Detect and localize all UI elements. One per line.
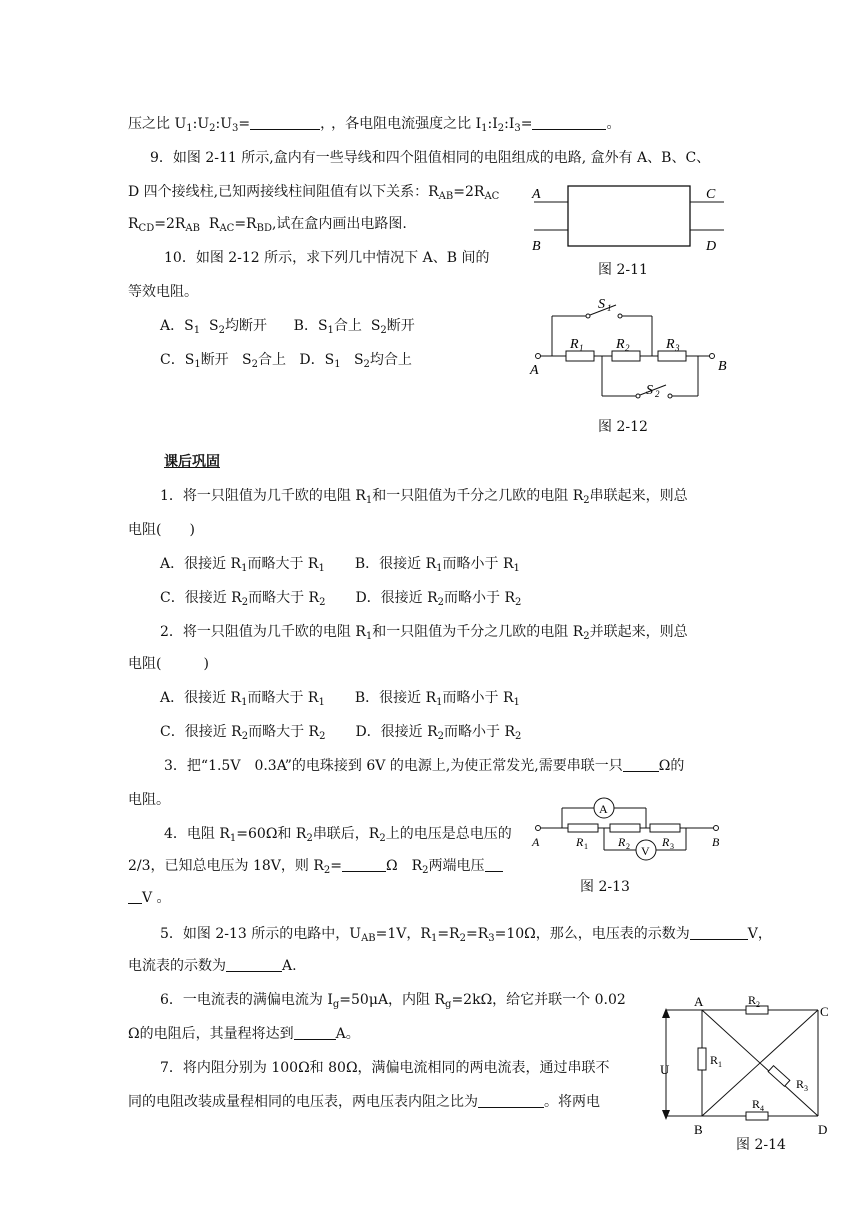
terminal-b: B <box>712 835 720 849</box>
figure-2-12 <box>528 292 728 412</box>
caption-2-11: 图 2-11 <box>598 262 648 278</box>
terminal-a: A <box>532 187 541 202</box>
section-title: 课后巩固 <box>164 454 220 470</box>
svg-text:1: 1 <box>607 303 612 313</box>
q10-line2: 等效电阻。 <box>128 284 198 300</box>
p4-line1: 4．电阻 $R_1=60\Omega$和 $R_2$串联后，$R_2$上的电压是总电压的 <box>164 826 512 844</box>
p6-line2: Ω的电阻后，其量程将达到 A。 <box>128 1026 360 1042</box>
caption-2-13: 图 2-13 <box>580 879 630 895</box>
q10-options-1: A．$S_1$ $S_2$均断开 B．$S_1$合上 $S_2$断开 <box>160 318 415 336</box>
blank <box>250 115 320 130</box>
p2-line2: 电阻( ) <box>128 656 209 672</box>
figure-2-13 <box>532 802 732 878</box>
p2-options-2: C．很接近 $R_2$而略大于 $R_2$ D．很接近 $R_2$而略小于 $R_2$ <box>160 724 522 742</box>
blank <box>485 857 503 872</box>
caption-2-14: 图 2-14 <box>736 1137 786 1153</box>
p1-options-1: A．很接近 $R_1$而略大于 $R_1$ B．很接近 $R_1$而略小于 $R_1$ <box>160 556 520 574</box>
node-c: C <box>820 1004 829 1019</box>
switch-s1-label: S <box>598 297 605 312</box>
svg-text:R: R <box>752 1097 761 1111</box>
p5-line2: 电流表的示数为 A. <box>128 958 297 974</box>
svg-text:2: 2 <box>626 842 630 851</box>
svg-text:3: 3 <box>675 343 680 353</box>
q9-line2: D 四个接线柱,已知两接线柱间阻值有以下关系：$R_{AB}=2R_{AC}$ <box>128 184 500 202</box>
figure-2-11 <box>530 180 730 260</box>
svg-text:3: 3 <box>670 842 674 851</box>
u-label: U <box>660 1062 670 1077</box>
svg-text:1: 1 <box>579 343 584 353</box>
p7-line1: 7．将内阻分别为 100Ω和 80Ω，满偏电流相同的两电流表，通过串联不 <box>160 1060 610 1076</box>
svg-text:R: R <box>576 835 584 849</box>
p2-options-1: A．很接近 $R_1$而略大于 $R_1$ B．很接近 $R_1$而略小于 $R_1$ <box>160 690 520 708</box>
terminal-d: D <box>706 239 717 254</box>
r1-label: R <box>570 337 579 352</box>
blank <box>532 115 606 130</box>
q9-line3: $R_{CD}=2R_{AB}$ $R_{AC}=R_{BD}$,试在盒内画出电路图. <box>128 216 407 234</box>
blank <box>294 1025 336 1040</box>
blank <box>478 1093 544 1108</box>
blank <box>128 889 142 904</box>
blank <box>342 857 386 872</box>
q10-options-2: C．$S_1$断开 $S_2$合上 D．$S_1$ $S_2$均合上 <box>160 352 412 370</box>
r3-label: R <box>666 337 675 352</box>
p1-line1: 1．将一只阻值为几千欧的电阻 $R_1$和一只阻值为千分之几欧的电阻 $R_2$串联起来，则总 <box>160 488 688 506</box>
svg-text:2: 2 <box>655 389 660 399</box>
p1-line2: 电阻( ) <box>128 522 195 538</box>
svg-text:R: R <box>662 835 670 849</box>
svg-text:R: R <box>748 993 757 1007</box>
p6-line1: 6．一电流表的满偏电流为 $I_g=50\mu A$，内阻 $R_g=2k\Omega$，给它并联一个 0.02 <box>160 992 626 1010</box>
p1-options-2: C．很接近 $R_2$而略大于 $R_2$ D．很接近 $R_2$而略小于 $R_2$ <box>160 590 522 608</box>
p7-line2: 同的电阻改装成量程相同的电压表，两电压表内阻之比为 。将两电 <box>128 1094 600 1110</box>
caption-2-12: 图 2-12 <box>598 419 648 435</box>
p3-line1: 3．把“1.5V 0.3A”的电珠接到 6V 的电源上,为使正常发光,需要串联一只 Ω的 <box>164 758 685 774</box>
terminal-a: A <box>530 363 539 378</box>
switch-s2-label: S <box>646 383 653 398</box>
node-b: B <box>694 1122 703 1137</box>
p4-line3: V 。 <box>128 888 171 908</box>
p3-line2: 电阻。 <box>128 792 170 808</box>
terminal-c: C <box>706 187 716 202</box>
svg-text:2: 2 <box>756 1000 760 1009</box>
svg-text:2: 2 <box>625 343 630 353</box>
svg-text:1: 1 <box>718 1060 722 1069</box>
blank <box>226 957 282 972</box>
svg-text:R: R <box>618 835 626 849</box>
node-a: A <box>694 994 704 1009</box>
blank <box>690 925 748 940</box>
p2-line1: 2．将一只阻值为几千欧的电阻 $R_1$和一只阻值为千分之几欧的电阻 $R_2$并联起来，则总 <box>160 624 688 642</box>
svg-text:3: 3 <box>804 1084 808 1093</box>
blank <box>623 757 659 772</box>
q9-line1: 9．如图 2-11 所示,盒内有一些导线和四个阻值相同的电阻组成的电路, 盒外有 A、B、C、 <box>150 150 711 166</box>
svg-text:R: R <box>710 1053 719 1067</box>
r2-label: R <box>616 337 625 352</box>
terminal-b: B <box>532 239 541 254</box>
voltmeter-label: V <box>641 844 650 858</box>
ammeter-label: A <box>599 802 608 816</box>
p4-line2: 2/3，已知总电压为 18V，则 $R_2= \Omega$ $R_2$两端电压 <box>128 856 503 881</box>
node-d: D <box>818 1122 828 1137</box>
svg-text:4: 4 <box>760 1104 764 1113</box>
svg-text:1: 1 <box>584 842 588 851</box>
p5-line1: 5．如图 2-13 所示的电路中，$U_{AB}=1V$，$R_1=R_2=R_3=10\Omega$，那么，电压表的示数为 V， <box>160 926 772 944</box>
svg-text:R: R <box>796 1077 805 1091</box>
terminal-a: A <box>532 835 540 849</box>
q10-line1: 10．如图 2-12 所示，求下列几中情况下 A、B 间的 <box>164 250 490 266</box>
figure-2-14 <box>656 993 836 1137</box>
line-ratio: 压之比 $U_1:U_2:U_3=$ ， ，各电阻电流强度之比 $I_1:I_2:I_3=$ 。 <box>128 116 621 134</box>
terminal-b: B <box>718 359 727 374</box>
